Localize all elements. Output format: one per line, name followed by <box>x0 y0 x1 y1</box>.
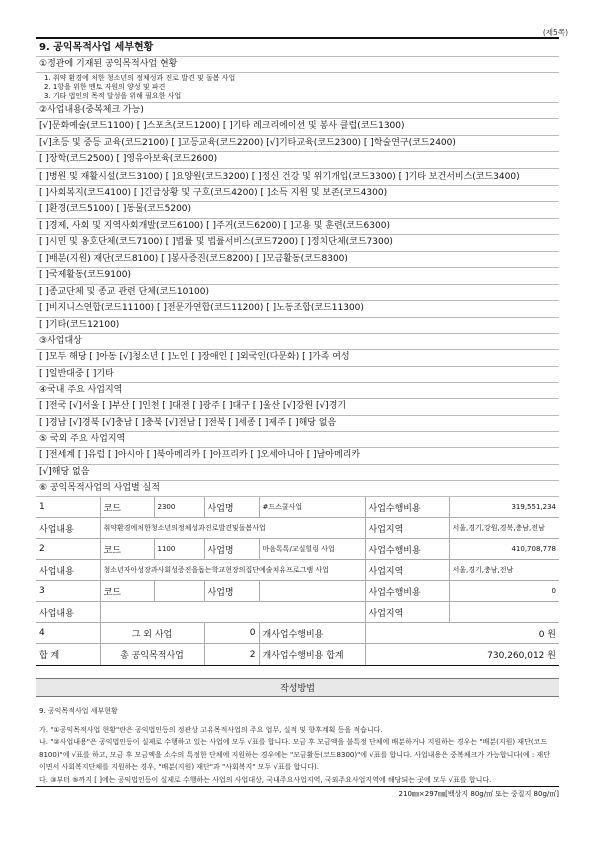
purpose-item: 2. 1항을 위한 멘토 자원의 양성 및 파견 <box>44 83 166 91</box>
checkbox-row[interactable]: [√]해당 없음 <box>36 465 559 482</box>
table-row-total <box>36 644 559 666</box>
s4-head: ④국내 주요 사업지역 <box>36 383 559 399</box>
name-label: 사업명 <box>204 581 259 602</box>
region-label: 사업지역 <box>365 518 449 539</box>
project-no: 2 <box>36 539 100 560</box>
other-count-value: 0 <box>249 628 256 638</box>
won-unit: 원 <box>547 651 556 661</box>
checkbox-row[interactable]: [ ]비지니스연합(코드11100) [ ]전문가연합(코드11200) [ ]노동조합(코드11300) <box>36 301 559 318</box>
total-count-value: 2 <box>249 649 256 660</box>
method-body <box>36 697 559 787</box>
table-row-other <box>36 623 559 644</box>
checkbox-row[interactable]: [√]초등 및 중등 교육(코드2100) [ ]고등교육(코드2200) [√]기타교육(코드2300) [ ]학술연구(코드2400) <box>36 136 559 153</box>
region-label: 사업지역 <box>365 560 449 581</box>
count-unit: 개 <box>262 629 272 640</box>
name-value[interactable]: 마음톡톡/교실힐링 사업 <box>259 539 365 560</box>
table-row <box>36 539 559 560</box>
detail-sheet <box>36 37 559 799</box>
checkbox-row[interactable]: [ ]장학(코드2500) [ ]영유아보육(코드2600) <box>36 152 559 169</box>
cost-label: 사업수행비용 <box>365 581 449 602</box>
content-label: 사업내용 <box>36 518 100 539</box>
checkbox-row[interactable]: [ ]배분(지원) 재단(코드8100) [ ]봉사증진(코드8200) [ ]모금활동(코드8300) <box>36 252 559 269</box>
cost-label: 사업수행비용 <box>365 497 449 518</box>
performance-table <box>36 497 559 666</box>
other-no: 4 <box>36 623 100 644</box>
other-cost-label <box>259 623 365 644</box>
name-label: 사업명 <box>204 539 259 560</box>
table-row <box>36 560 559 581</box>
checkbox-row[interactable]: [ ]사회복지(코드4100) [ ]긴급상황 및 구호(코드4200) [ ]소득 지원 및 보존(코드4300) <box>36 186 559 203</box>
code-label: 코드 <box>100 581 154 602</box>
table-row <box>36 518 559 539</box>
cost-label: 사업수행비용 <box>271 629 324 640</box>
checkbox-row[interactable]: [ ]모두 해당 [ ]아동 [√]청소년 [ ]노인 [ ]장애인 [ ]외국인(다문화) [ ]가족 여성 <box>36 350 559 367</box>
s1-head: ①정관에 기재된 공익목적사업 현황 <box>36 57 559 73</box>
project-no: 3 <box>36 581 100 602</box>
total-cost-value: 730,260,012 <box>487 651 545 661</box>
cost-label: 사업수행비용 합계 <box>271 651 344 661</box>
cost-label: 사업수행비용 <box>365 539 449 560</box>
checkbox-row[interactable]: [ ]시민 및 옹호단체(코드7100) [ ]법률 및 법률서비스(코드7200) [ ]정치단체(코드7300) <box>36 235 559 252</box>
s6-head: ⑥ 공익목적사업의 사업별 실적 <box>36 481 559 497</box>
section-title: 9. 공익목적사업 세부현황 <box>36 39 559 57</box>
total-cost-label <box>259 644 365 666</box>
content-label: 사업내용 <box>36 560 100 581</box>
code-value[interactable] <box>154 581 204 602</box>
count-unit: 개 <box>262 651 272 661</box>
region-label: 사업지역 <box>365 602 449 623</box>
cost-value[interactable]: 319,551,234 <box>449 497 559 518</box>
s2-head: ②사업내용(중복체크 가능) <box>36 103 559 119</box>
checkbox-row[interactable]: [ ]병원 및 재활시설(코드3100) [ ]요양원(코드3200) [ ]정신 건강 및 위기개입(코드3300) [ ]기타 보건서비스(코드3400) <box>36 169 559 186</box>
content-value[interactable]: 취약환경에처한청소년의정체성과진로발견및돌봄사업 <box>100 518 365 539</box>
region-value[interactable]: 서울,경기,강원,경북,충남,전남 <box>449 518 559 539</box>
checkbox-row[interactable]: [ ]경제, 사회 및 지역사회개발(코드6100) [ ]주거(코드6200) [ ]고용 및 훈련(코드6300) <box>36 219 559 236</box>
method-sub: 9. 공익목적사업 세부현황 <box>39 707 118 715</box>
total-count[interactable] <box>204 644 259 666</box>
total-cost[interactable] <box>365 644 559 666</box>
region-value[interactable] <box>449 602 559 623</box>
content-value[interactable] <box>100 602 365 623</box>
purpose-item: 3. 기타 법인의 목적 달성을 위해 필요한 사업 <box>44 92 182 100</box>
other-count[interactable] <box>204 623 259 644</box>
name-value[interactable]: #드스쿨사업 <box>259 497 365 518</box>
cost-value[interactable]: 0 <box>449 581 559 602</box>
s5-head: ⑤ 국외 주요 사업지역 <box>36 432 559 448</box>
table-row <box>36 581 559 602</box>
won-unit: 원 <box>547 629 556 640</box>
cost-value[interactable]: 410,708,778 <box>449 539 559 560</box>
code-label: 코드 <box>100 539 154 560</box>
region-value[interactable]: 서울,경기,충남,전남 <box>449 560 559 581</box>
other-label: 그 외 사업 <box>100 623 204 644</box>
name-label: 사업명 <box>204 497 259 518</box>
table-row <box>36 497 559 518</box>
paper-spec: 210㎜×297㎜[백상지 80g/㎡ 또는 중질지 80g/㎡] <box>398 790 559 798</box>
content-label: 사업내용 <box>36 602 100 623</box>
total-desc: 총 공익목적사업 <box>100 644 204 666</box>
checkbox-row[interactable]: [ ]환경(코드5100) [ ]동물(코드5200) <box>36 202 559 219</box>
other-cost-value: 0 <box>538 629 545 640</box>
checkbox-row[interactable]: [√]문화예술(코드1100) [ ]스포츠(코드1200) [ ]기타 레크리에이션 및 봉사 클럽(코드1300) <box>36 119 559 136</box>
code-label: 코드 <box>100 497 154 518</box>
name-value[interactable] <box>259 581 365 602</box>
checkbox-row[interactable]: [ ]전국 [√]서울 [ ]부산 [ ]인천 [ ]대전 [ ]광주 [ ]대구 [ ]울산 [√]강원 [√]경기 <box>36 399 559 416</box>
method-heading: 작성방법 <box>36 678 559 697</box>
other-cost[interactable] <box>365 623 559 644</box>
checkbox-row[interactable]: [ ]전세계 [ ]유럽 [ ]아시아 [ ]북아메리카 [ ]아프리카 [ ]오세아니아 [ ]남아메리카 <box>36 448 559 465</box>
method-para: 가. "①공익목적사업 현황"란은 공익법인등의 정관상 고유목적사업의 주요 업무, 실적 및 향후계획 등을 적습니다. <box>39 725 383 734</box>
method-para: 나. "②사업내용"은 공익법인등이 실제로 수행하고 있는 사업에 모두 √표를 합니다. 모금 후 모금액을 불특정 단체에 배분하거나 지원하는 경우는 "배분(지원) 재단(코드8100)"에 √표를 하고, 모금 후 모금액을 소수의 특정한 단체에 지원하는 경우에는 "모금활동(코드8300)"에 √표를 합니다. 사업내용은 중복체크가 가능합니다(예 : 재단이면서 사회복지단체를 지원하는 경우, "배분(지원) 재단"과 "사회복지" 모두 √표를 합니다). <box>39 738 550 771</box>
checkbox-row[interactable]: [ ]기타(코드12100) <box>36 318 559 335</box>
code-value[interactable]: 2300 <box>154 497 204 518</box>
s3-head: ③사업대상 <box>36 334 559 350</box>
content-value[interactable]: 청소년자아성장과사회성증진을돕는학교현장의집단예술치유프로그램 사업 <box>100 560 365 581</box>
project-no: 1 <box>36 497 100 518</box>
checkbox-row[interactable]: [ ]국제활동(코드9100) <box>36 268 559 285</box>
checkbox-row[interactable]: [ ]종교단체 및 종교 관련 단체(코드10100) <box>36 285 559 302</box>
code-value[interactable]: 1100 <box>154 539 204 560</box>
method-para: 다. ③부터 ⑤까지 [ ]에는 공익법인등이 실제로 수행하는 사업의 사업대상, 국내주요사업지역, 국외주요사업지역에 해당되는 곳에 모두 √표를 합니다. <box>39 775 492 784</box>
checkbox-row[interactable]: [ ]일반대중 [ ]기타 <box>36 367 559 384</box>
table-row <box>36 602 559 623</box>
total-label: 합 계 <box>36 644 100 666</box>
checkbox-row[interactable]: [ ]경남 [√]경북 [√]충남 [ ]충북 [√]전남 [ ]전북 [ ]세종 [ ]제주 [ ]해당 없음 <box>36 416 559 433</box>
form-number: (제5쪽) <box>542 28 568 37</box>
purpose-list <box>36 73 559 103</box>
purpose-item: 1. 취약 환경에 처한 청소년의 정체성과 진로 발견 및 돌봄 사업 <box>44 74 236 82</box>
